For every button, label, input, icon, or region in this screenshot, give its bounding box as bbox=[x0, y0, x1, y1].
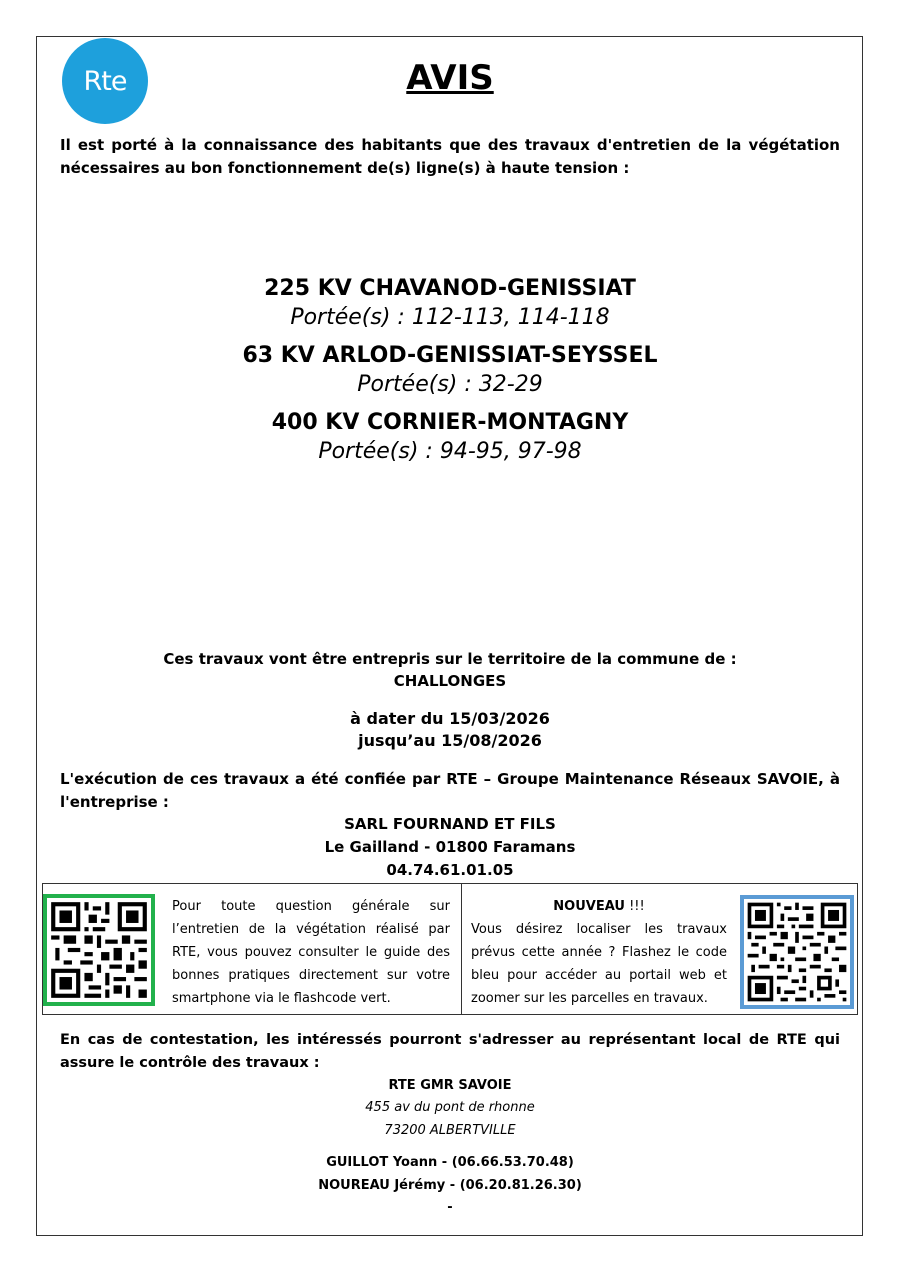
nouveau-heading bbox=[471, 895, 727, 918]
blue-qr-description: Vous désirez localiser les travaux prévus cette année ? Flashez le code bleu pour accéder au portail web et zoomer sur les parcelles en travaux. bbox=[471, 922, 727, 1006]
qr-section bbox=[42, 883, 858, 1015]
date-from: à dater du 15/03/2026 bbox=[350, 709, 550, 728]
execution-text: L'exécution de ces travaux a été confiée par RTE – Groupe Maintenance Réseaux SAVOIE, à l'entreprise : bbox=[60, 770, 840, 811]
contact-trailer: - bbox=[447, 1200, 453, 1215]
line-name: 225 KV CHAVANOD-GENISSIAT bbox=[264, 276, 636, 301]
nouveau-suffix: !!! bbox=[624, 899, 645, 914]
contact-org: RTE GMR SAVOIE bbox=[388, 1078, 512, 1093]
qr-pattern-icon bbox=[47, 898, 151, 1002]
nouveau-label: NOUVEAU bbox=[553, 899, 625, 914]
line-spans: Portée(s) : 32-29 bbox=[357, 372, 543, 397]
intro-text: Il est porté à la connaissance des habitants que des travaux d'entretien de la végétation nécessaires au bon fonctionnement de(s) ligne(s) à haute tension : bbox=[60, 136, 840, 177]
qr-pattern-icon bbox=[744, 899, 850, 1005]
logo-text: Rte bbox=[83, 65, 127, 97]
contact-city: 73200 ALBERTVILLE bbox=[384, 1123, 516, 1138]
contact-street: 455 av du pont de rhonne bbox=[365, 1100, 535, 1115]
company-phone: 04.74.61.01.05 bbox=[386, 861, 514, 879]
qr-divider bbox=[461, 884, 462, 1014]
date-to: jusqu’au 15/08/2026 bbox=[358, 731, 542, 750]
contact-person-1: GUILLOT Yoann - (06.66.53.70.48) bbox=[326, 1155, 574, 1170]
commune-label: Ces travaux vont être entrepris sur le territoire de la commune de : bbox=[163, 650, 737, 668]
green-qr-code-icon[interactable] bbox=[43, 894, 155, 1006]
page-title: AVIS bbox=[406, 58, 494, 98]
line-spans: Portée(s) : 94-95, 97-98 bbox=[318, 439, 582, 464]
blue-qr-description-block bbox=[471, 895, 727, 1010]
green-qr-description: Pour toute question générale sur l’entretien de la végétation réalisé par RTE, vous pouvez consulter le guide des bonnes pratiques directement sur votre smartphone via le flashcode vert. bbox=[172, 899, 450, 1006]
line-spans: Portée(s) : 112-113, 114-118 bbox=[290, 305, 610, 330]
contestation-text: En cas de contestation, les intéressés pourront s'adresser au représentant local de RTE qui assure le contrôle des travaux : bbox=[60, 1032, 840, 1071]
company-address: Le Gailland - 01800 Faramans bbox=[324, 838, 576, 856]
commune-name: CHALLONGES bbox=[393, 672, 507, 690]
line-name: 400 KV CORNIER-MONTAGNY bbox=[271, 410, 629, 435]
company-name: SARL FOURNAND ET FILS bbox=[344, 815, 556, 833]
blue-qr-code-icon[interactable] bbox=[740, 895, 854, 1009]
line-name: 63 KV ARLOD-GENISSIAT-SEYSSEL bbox=[242, 343, 658, 368]
contact-person-2: NOUREAU Jérémy - (06.20.81.26.30) bbox=[318, 1178, 582, 1193]
